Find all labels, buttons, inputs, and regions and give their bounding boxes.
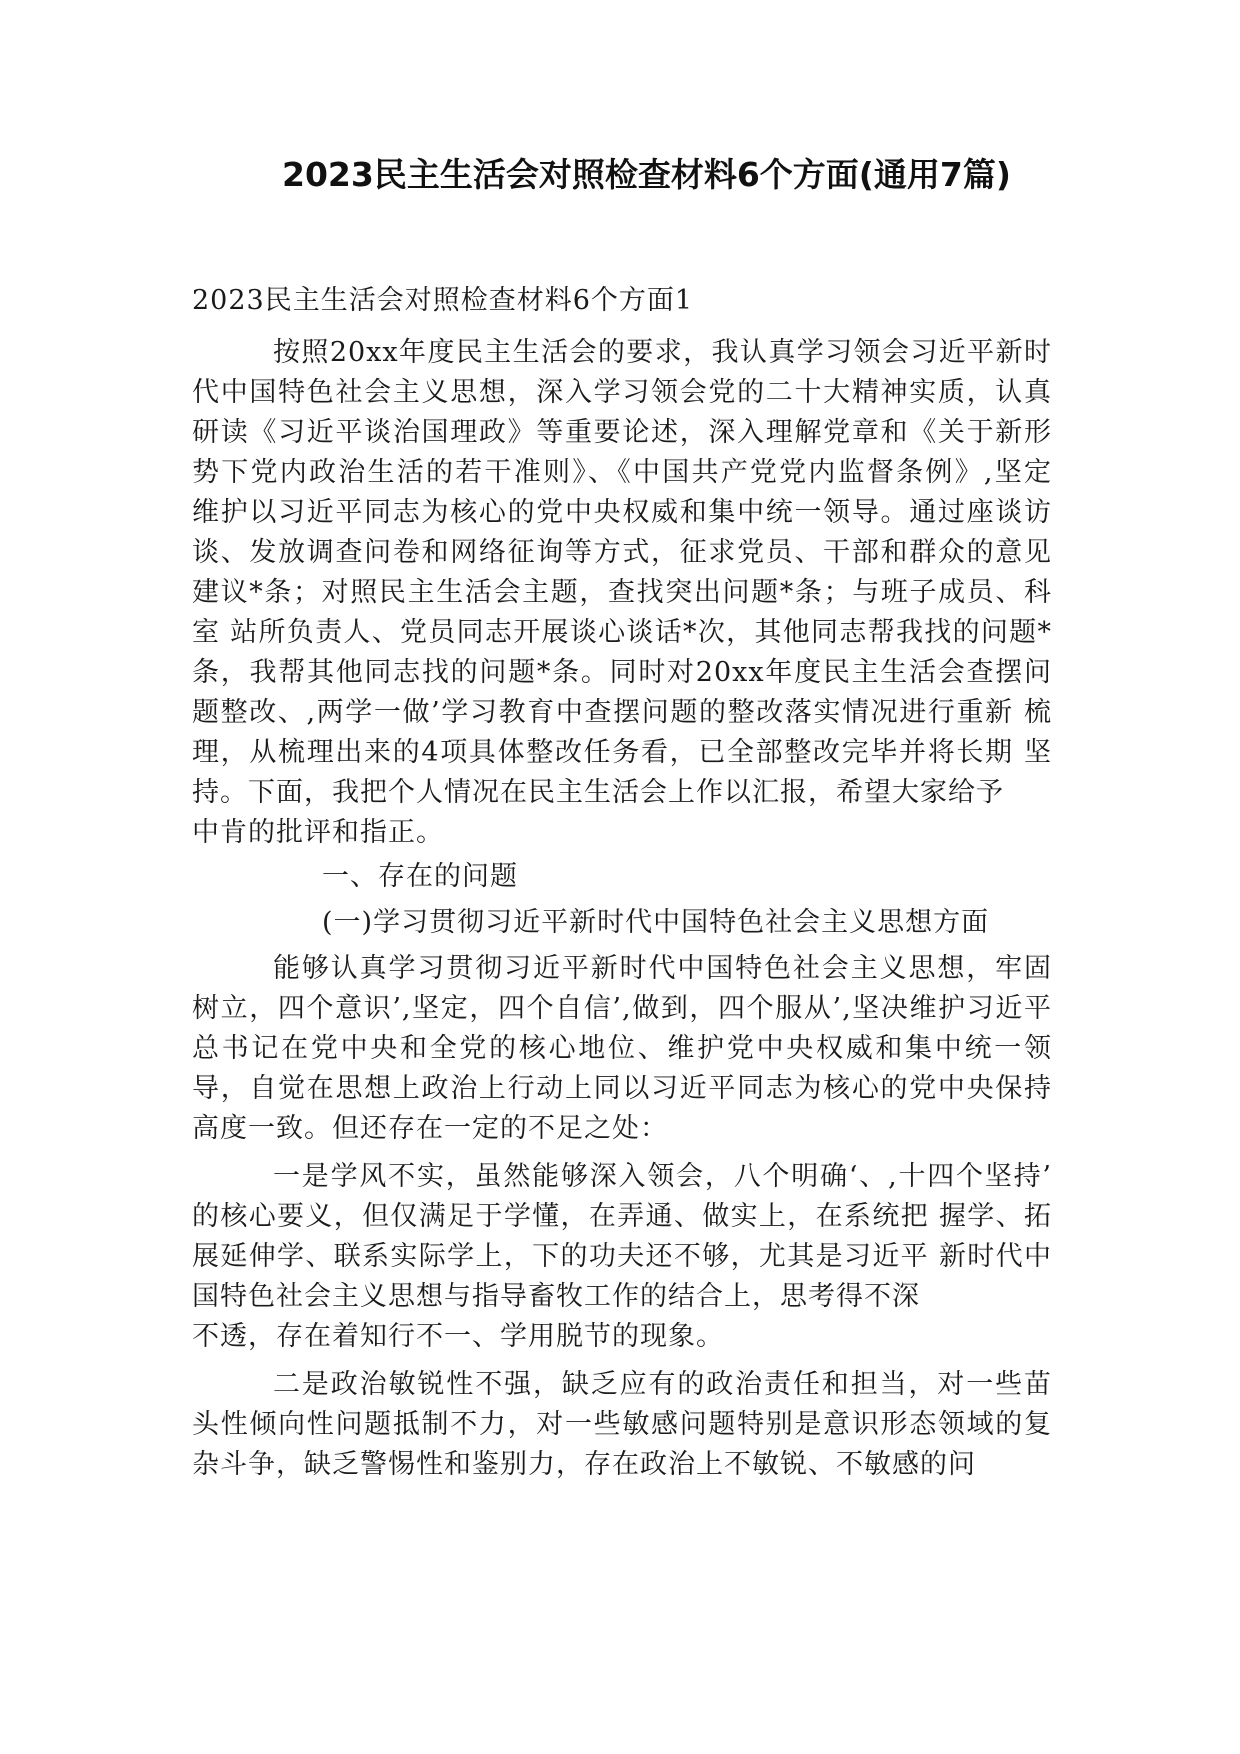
paragraph-intro: 按照20xx年度民主生活会的要求，我认真学习领会习近平新时 代中国特色社会主义思想，深入学习领会党的二十大精神实质，认真 研读《习近平谈治国理政》等重要论述，深入理解党章和《关于新形 势下党内政治生活的若干准则》、《中国共产党党内监督条例》,坚定 维护以习近平同志为核心的党中央权威和集中统一领导。通过座谈访 谈、发放调查问卷和网络征询等方式，征求党员、干部和群众的意见 建议*条；对照民主生活会主题，查找突出问题*条；与班子成员、科室 站所负责人、党员同志开展谈心谈话*次，其他同志帮我找的问题* 条，我帮其他同志找的问题*条。同时对20xx年度民主生活会查摆问 题整改、,两学一做’学习教育中查摆问题的整改落实情况进行重新 梳理，从梳理出来的4项具体整改任务看，已全部整改完毕并将长期 坚持。下面，我把个人情况在民主生活会上作以汇报，希望大家给予 xyxy=(192,337,1052,808)
paragraph-study: 能够认真学习贯彻习近平新时代中国特色社会主义思想，牢固树立，四个意识’,坚定，四个自信’,做到，四个服从’,坚决维护习近平总书记在党中央和全党的核心地位、维护党中央权威和集中统一领导，自觉在思想上政治上行动上同以习近平同志为核心的党中央保持高度一致。但还存在一定的不足之处： xyxy=(192,953,1052,1144)
heading-study-section: (一)学习贯彻习近平新时代中国特色社会主义思想方面 xyxy=(322,907,990,938)
paragraph-intro-continued: 中肯的批评和指正。 xyxy=(192,817,444,848)
document-title: 2023民主生活会对照检查材料6个方面(通用7篇) xyxy=(282,155,1011,194)
paragraph-point-two: 二是政治敏锐性不强，缺乏应有的政治责任和担当，对一些苗头性倾向性问题抵制不力，对一些敏感问题特别是意识形态领域的复杂斗争，缺乏警惕性和鉴别力，存在政治上不敏锐、不敏感的问 xyxy=(192,1369,1052,1480)
paragraph-point-one: 一是学风不实，虽然能够深入领会，八个明确‘、,十四个坚持’ 的核心要义，但仅满足于学懂，在弄通、做实上，在系统把 握学、拓展延伸学、联系实际学上，下的功夫还不够，尤其是习近平 新时代中国特色社会主义思想与指导畜牧工作的结合上，思考得不深 xyxy=(192,1161,1052,1312)
heading-problems: 一、存在的问题 xyxy=(322,861,518,892)
document-body xyxy=(192,281,1052,1485)
paragraph-point-one-continued: 不透，存在着知行不一、学用脱节的现象。 xyxy=(192,1321,724,1352)
section-subtitle: 2023民主生活会对照检查材料6个方面1 xyxy=(192,285,694,316)
